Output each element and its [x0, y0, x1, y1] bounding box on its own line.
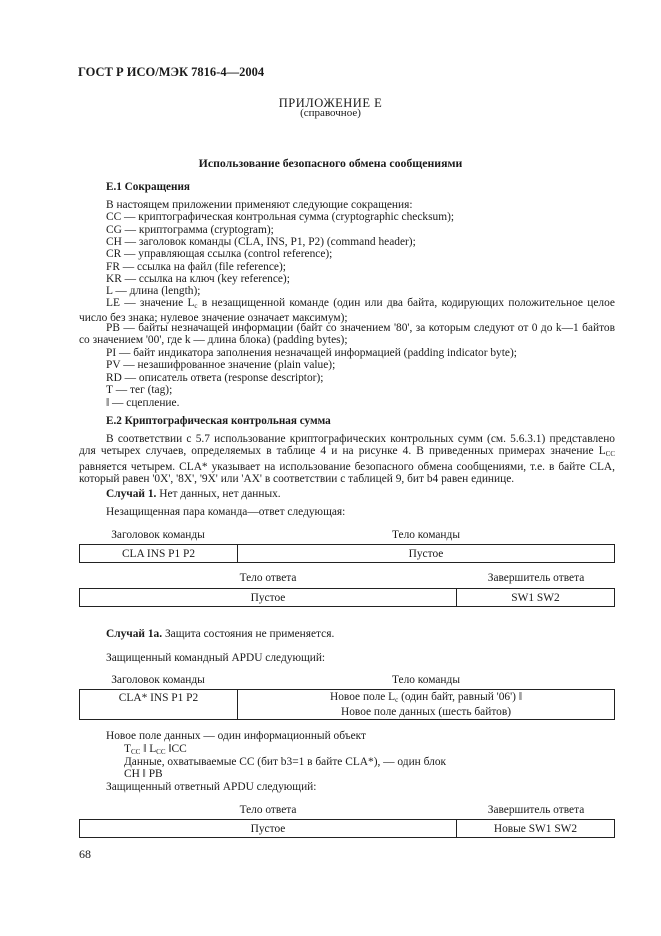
abbr-item: RD — описатель ответа (response descriptor); — [106, 372, 324, 384]
cell-header: CLA* INS P1 P2 — [80, 690, 238, 720]
resp-body-label: Тело ответа — [239, 804, 297, 816]
cell-body: Пустое — [80, 820, 457, 838]
section-e1-heading: Е.1 Сокращения — [106, 181, 190, 193]
e2-paragraph: В соответствии с 5.7 использование криптографических контрольных сумм (см. 5.6.3.1) представлено для четырех случаев, определяемых в таблице 4 и на рисунке 4. В приведенных примерах значение $L_{CC}$ равняется четырем. CLA* указывает на использование безопасного обмена сообщениями, т.е. в байте CLA, который равен '0X', '8X', '9X' или 'AX' в соответствии с таблицей 9, бит b4 равен единице. — [79, 433, 615, 486]
abbr-item: PV — незашифрованное значение (plain value); — [106, 359, 336, 371]
case-1-pair: Незащищенная пара команда—ответ следующая: — [106, 506, 346, 518]
resp-body-label: Тело ответа — [239, 572, 297, 584]
document-header: ГОСТ Р ИСО/МЭК 7816-4—2004 — [78, 65, 265, 79]
page-number: 68 — [79, 847, 91, 861]
e1-intro: В настоящем приложении применяют следующие сокращения: — [106, 199, 413, 211]
ch-pb-text: CH ‖ PB — [124, 768, 163, 780]
new-field-text: Новое поле данных — один информационный объект — [106, 730, 367, 742]
cell-trailer: SW1 SW2 — [457, 589, 615, 607]
abbr-item: ‖ — сцепление. — [106, 397, 180, 409]
resp-trailer-label: Завершитель ответа — [487, 804, 585, 816]
abbr-item-le: LE — значение $L_c$ в незащищенной команде (один или два байта, кодирующих положительное целое число без знака; нулевое значение означает максимум); — [79, 297, 615, 325]
abbr-item: СН — заголовок команды (CLA, INS, P1, P2) (command header); — [106, 236, 416, 248]
abbr-item: L — длина (length); — [106, 285, 201, 297]
response-table-1 — [79, 588, 615, 607]
data-cover-text: Данные, охватываемые СС (бит b3=1 в байте CLA*), — один блок — [124, 756, 447, 768]
cmd-body-label: Тело команды — [392, 529, 460, 541]
abbr-item: CR — управляющая ссылка (control reference); — [106, 248, 333, 260]
abbr-item: FR — ссылка на файл (file reference); — [106, 261, 286, 273]
abbr-item-pb: РВ — байты незначащей информации (байт со значением '80', за которым следуют от 0 до k—1 байтов со значением '00', где k — длина блока) (padding bytes); — [79, 322, 615, 347]
cmd-body-label: Тело команды — [392, 674, 460, 686]
case-1a-apdu: Защищенный командный APDU следующий: — [106, 652, 326, 664]
section-e2-heading: Е.2 Криптографическая контрольная сумма — [106, 415, 331, 427]
document-title: Использование безопасного обмена сообщениями — [198, 156, 463, 170]
abbr-item: СС — криптографическая контрольная сумма (cryptographic checksum); — [106, 211, 455, 223]
cell-body: Новое поле $L_c$ (один байт, равный '06') ‖ Новое поле данных (шесть байтов) — [238, 690, 615, 720]
cell-trailer: Новые SW1 SW2 — [457, 820, 615, 838]
formula-line: $T_{CC}$ ‖ $L_{CC}$ ‖CC — [124, 743, 187, 756]
response-table-2 — [79, 819, 615, 838]
resp-apdu-text: Защищенный ответный APDU следующий: — [106, 781, 317, 793]
abbr-item: CG — криптограмма (cryptogram); — [106, 224, 274, 236]
appendix-subtitle: (справочное) — [300, 107, 361, 119]
cell-body: Пустое — [80, 589, 457, 607]
command-table-1 — [79, 544, 615, 563]
cmd-header-label: Заголовок команды — [111, 674, 205, 686]
cell-body: Пустое — [238, 545, 615, 563]
cmd-header-label: Заголовок команды — [111, 529, 205, 541]
command-table-2 — [79, 689, 615, 720]
abbr-item: PI — байт индикатора заполнения незначащей информацией (padding indicator byte); — [106, 347, 517, 359]
appendix-title: ПРИЛОЖЕНИЕ Е — [278, 96, 383, 110]
case-1a: Случай 1а. Защита состояния не применяется. — [106, 628, 335, 640]
abbr-item: Т — тег (tag); — [106, 384, 173, 396]
cell-header: CLA INS P1 P2 — [80, 545, 238, 563]
case-1: Случай 1. Нет данных, нет данных. — [106, 488, 281, 500]
abbr-item: KR — ссылка на ключ (key reference); — [106, 273, 290, 285]
resp-trailer-label: Завершитель ответа — [487, 572, 585, 584]
